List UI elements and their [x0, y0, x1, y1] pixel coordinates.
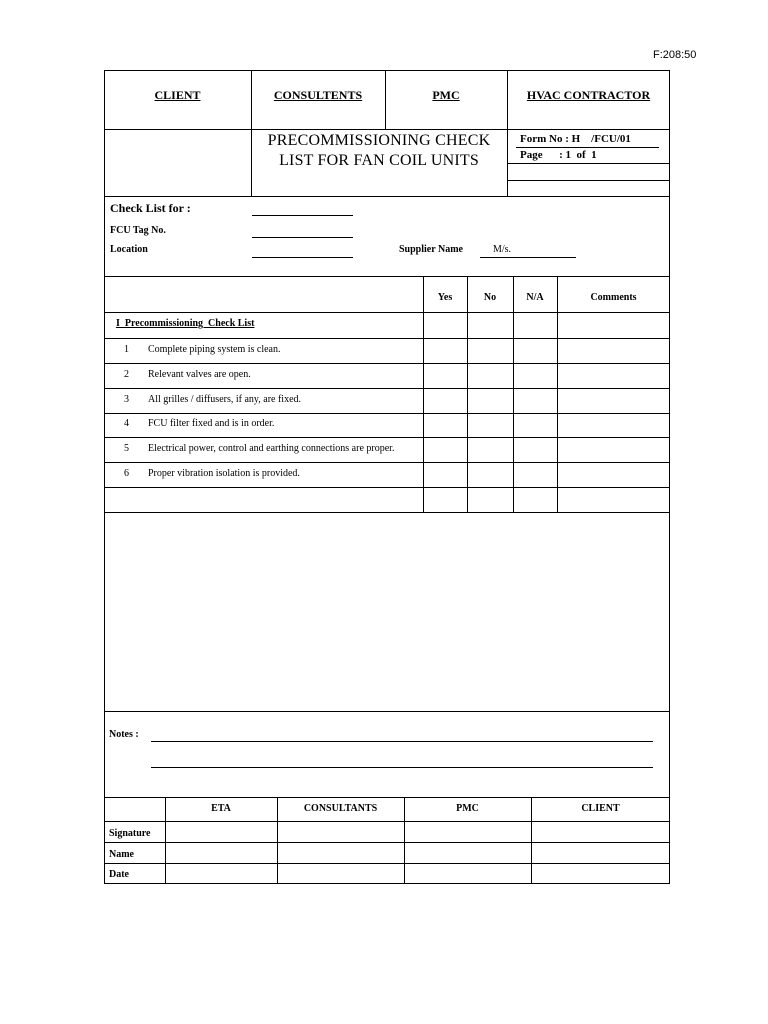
section-title: I Precommissioning Check List	[116, 318, 255, 329]
divider	[104, 512, 670, 513]
location-field[interactable]	[252, 257, 353, 258]
signoff-row-date: Date	[109, 869, 129, 880]
row-text: Electrical power, control and earthing connections are proper.	[148, 443, 395, 454]
divider	[104, 437, 670, 438]
notes-label: Notes :	[109, 729, 139, 740]
signoff-header-eta: ETA	[211, 803, 231, 814]
signoff-row-signature: Signature	[109, 828, 151, 839]
notes-line-2[interactable]	[151, 767, 653, 768]
document-reference: F:208:50	[653, 49, 697, 61]
divider	[104, 338, 670, 339]
header-client: CLIENT	[154, 88, 201, 102]
row-number: 6	[124, 468, 129, 479]
divider	[507, 163, 670, 164]
row-number: 3	[124, 394, 129, 405]
row-number: 4	[124, 418, 129, 429]
check-list-for-field[interactable]	[252, 215, 353, 216]
divider	[104, 388, 670, 389]
location-label: Location	[110, 244, 148, 255]
form-title-line2: LIST FOR FAN COIL UNITS	[279, 152, 479, 169]
fcu-tag-field[interactable]	[252, 237, 353, 238]
row-text: Complete piping system is clean.	[148, 344, 281, 355]
row-number: 2	[124, 369, 129, 380]
header-pmc: PMC	[432, 88, 460, 102]
supplier-name-field[interactable]	[480, 257, 576, 258]
row-text: Proper vibration isolation is provided.	[148, 468, 300, 479]
signoff-row-name: Name	[109, 849, 134, 860]
divider	[104, 842, 670, 843]
header-consultants: CONSULTENTS	[273, 88, 363, 102]
signoff-header-client: CLIENT	[581, 803, 620, 814]
row-text: All grilles / diffusers, if any, are fixed.	[148, 394, 302, 405]
divider	[104, 487, 670, 488]
divider	[104, 276, 670, 277]
column-header-no: No	[483, 292, 497, 303]
form-number: Form No : H /FCU/01	[520, 133, 631, 145]
fcu-tag-label: FCU Tag No.	[110, 225, 166, 236]
divider	[104, 413, 670, 414]
check-list-for-label: Check List for :	[110, 201, 191, 215]
signoff-header-pmc: PMC	[456, 803, 479, 814]
row-text: FCU filter fixed and is in order.	[148, 418, 275, 429]
signoff-header-consultants: CONSULTANTS	[303, 803, 378, 814]
divider	[104, 711, 670, 712]
divider	[104, 863, 670, 864]
column-header-na: N/A	[526, 292, 544, 303]
divider	[104, 363, 670, 364]
divider	[516, 147, 659, 148]
divider	[104, 821, 670, 822]
column-header-yes: Yes	[437, 292, 453, 303]
row-number: 5	[124, 443, 129, 454]
row-number: 1	[124, 344, 129, 355]
page-number: Page : 1 of 1	[520, 149, 597, 161]
supplier-name-label: Supplier Name	[399, 244, 463, 255]
row-text: Relevant valves are open.	[148, 369, 251, 380]
header-hvac-contractor: HVAC CONTRACTOR	[526, 88, 651, 102]
divider	[507, 180, 670, 181]
form-title-line1: PRECOMMISSIONING CHECK	[267, 132, 491, 149]
column-header-comments: Comments	[590, 292, 637, 303]
notes-line-1[interactable]	[151, 741, 653, 742]
divider	[104, 129, 670, 130]
supplier-ms-label: M/s.	[493, 244, 512, 255]
divider	[104, 312, 670, 313]
divider	[104, 462, 670, 463]
divider	[104, 797, 670, 798]
divider	[104, 196, 670, 197]
